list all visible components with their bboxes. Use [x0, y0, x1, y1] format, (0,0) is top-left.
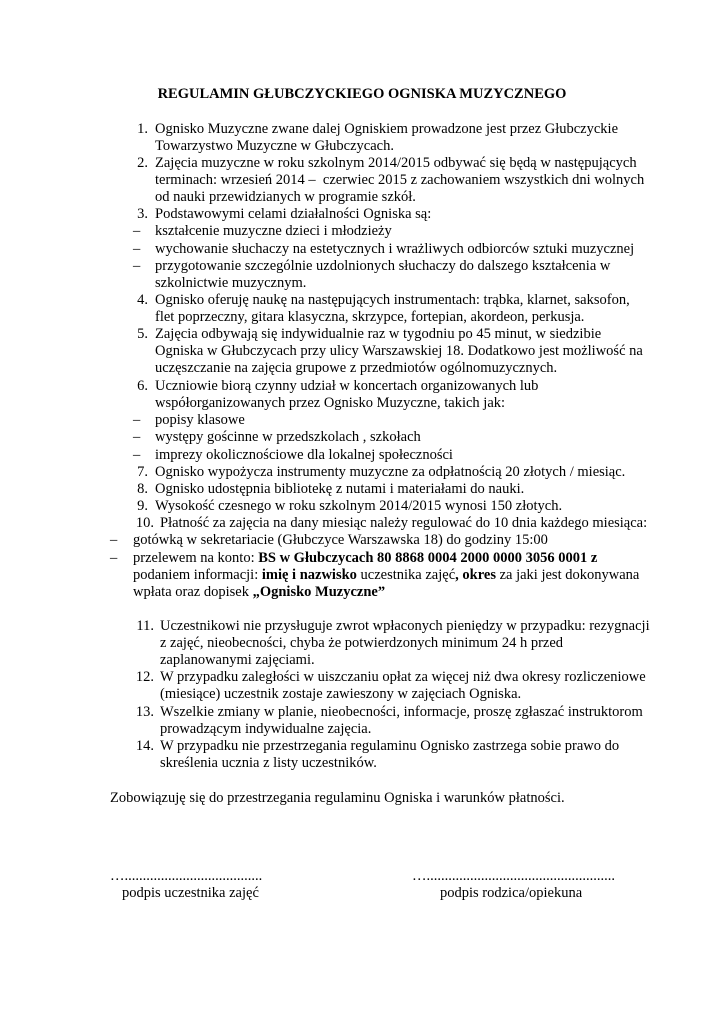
payment-transfer-line1: [133, 550, 597, 567]
item-number: 8.: [137, 481, 148, 497]
item-text: W przypadku zaległości w uiszczaniu opłat za więcej niż dwa okresy rozliczeniowe: [160, 669, 646, 685]
signature-label-participant: podpis uczestnika zajęć: [122, 885, 259, 901]
item-number: 5.: [137, 326, 148, 342]
transfer-bold: „Ognisko Muzyczne”: [252, 584, 386, 600]
concert-text: występy gościnne w przedszkolach , szkołach: [155, 429, 421, 445]
concert-text: imprezy okolicznościowe dla lokalnej społeczności: [155, 447, 453, 463]
payment-transfer-line3: [133, 584, 385, 601]
item-number: 10.: [135, 515, 154, 531]
transfer-prefix: przelewem na konto:: [133, 550, 259, 566]
item-number: 7.: [137, 464, 148, 480]
item-number: 2.: [137, 155, 148, 171]
item-number: 12.: [135, 669, 154, 685]
item-text: W przypadku nie przestrzegania regulaminu Ognisko zastrzega sobie prawo do: [160, 738, 620, 754]
item-text: skreślenia ucznia z listy uczestników.: [160, 755, 377, 771]
item-number: 3.: [137, 206, 148, 222]
dash-bullet: –: [133, 447, 141, 463]
transfer-bold: imię i nazwisko: [261, 567, 357, 583]
item-text: Uczestnikowi nie przysługuje zwrot wpłaconych pieniędzy w przypadku: rezygnacji: [160, 618, 650, 634]
item-text: Ognisko wypożycza instrumenty muzyczne za odpłatnością 20 złotych / miesiąc.: [155, 464, 626, 480]
item-text: z zajęć, nieobecności, chyba że potwierdzonych minimum 24 h przed: [160, 635, 564, 651]
item-text: Ogniska w Głubczycach przy ulicy Warszawskiej 18. Dodatkowo jest możliwość na: [155, 343, 643, 359]
item-text: Zajęcia odbywają się indywidualnie raz w tygodniu po 45 minut, w siedzibie: [155, 326, 602, 342]
item-text: Podstawowymi celami działalności Ogniska są:: [155, 206, 432, 222]
signature-line-parent: …....................................................: [412, 868, 615, 884]
item-text: Towarzystwo Muzyczne w Głubczycach.: [155, 138, 394, 154]
item-number: 4.: [137, 292, 148, 308]
dash-bullet: –: [110, 532, 118, 548]
item-text: (miesiące) uczestnik zostaje zawieszony w zajęciach Ogniska.: [160, 686, 522, 702]
item-number: 1.: [137, 121, 148, 137]
payment-cash: gotówką w sekretariacie (Głubczyce Warszawska 18) do godziny 15:00: [133, 532, 548, 548]
item-text: uczęszczanie na zajęcia grupowe z przedmiotów ogólnomuzycznych.: [155, 360, 558, 376]
item-text: Wszelkie zmiany w planie, nieobecności, informacje, proszę zgłaszać instruktorom: [160, 704, 643, 720]
item-text: Wysokość czesnego w roku szkolnym 2014/2015 wynosi 150 złotych.: [155, 498, 563, 514]
item-number: 6.: [137, 378, 148, 394]
transfer-text: uczestnika zajęć: [356, 567, 456, 583]
item-text: Ognisko Muzyczne zwane dalej Ogniskiem prowadzone jest przez Głubczyckie: [155, 121, 619, 137]
item-text: flet poprzeczny, gitara klasyczna, skrzypce, fortepian, akordeon, perkusja.: [155, 309, 585, 325]
item-number: 11.: [136, 618, 154, 634]
item-text: od nauki przewidzianych w programie szkół.: [155, 189, 416, 205]
dash-bullet: –: [133, 241, 141, 257]
goal-text: przygotowanie szczególnie uzdolnionych słuchaczy do dalszego kształcenia w: [155, 258, 611, 274]
signature-label-parent: podpis rodzica/opiekuna: [440, 885, 583, 901]
concert-text: popisy klasowe: [155, 412, 245, 428]
item-text: terminach: wrzesień 2014 – czerwiec 2015 z zachowaniem wszystkich dni wolnych: [155, 172, 645, 188]
document-title: REGULAMIN GŁUBCZYCKIEGO OGNISKA MUZYCZNEGO: [157, 86, 567, 102]
item-text: Uczniowie biorą czynny udział w koncertach organizowanych lub: [155, 378, 539, 394]
dash-bullet: –: [133, 412, 141, 428]
transfer-text: za jaki jest dokonywana: [495, 567, 640, 583]
goal-text: wychowanie słuchaczy na estetycznych i wrażliwych odbiorców sztuki muzycznej: [155, 241, 635, 257]
item-text: prowadzącym indywidualne zajęcia.: [160, 721, 372, 737]
item-text: Płatność za zajęcia na dany miesiąc należy regulować do 10 dnia każdego miesiąca:: [160, 515, 648, 531]
dash-bullet: –: [133, 429, 141, 445]
declaration-text: Zobowiązuję się do przestrzegania regulaminu Ogniska i warunków płatności.: [110, 790, 565, 806]
dash-bullet: –: [133, 223, 141, 239]
item-text: zaplanowanymi zajęciami.: [160, 652, 315, 668]
goal-text: szkolnictwie muzycznym.: [155, 275, 307, 291]
goal-text: kształcenie muzyczne dzieci i młodzieży: [155, 223, 392, 239]
payment-transfer-line2: [133, 567, 639, 584]
bank-account: BS w Głubczycach 80 8868 0004 2000 0000 3056 0001 z: [258, 550, 598, 566]
item-text: Ognisko udostępnia bibliotekę z nutami i materiałami do nauki.: [155, 481, 525, 497]
transfer-text: podaniem informacji:: [133, 567, 262, 583]
signature-line-participant: …......................................: [110, 868, 263, 884]
item-number: 14.: [135, 738, 154, 754]
transfer-text: wpłata oraz dopisek: [133, 584, 253, 600]
item-text: Ognisko oferuję naukę na następujących instrumentach: trąbka, klarnet, saksofon,: [155, 292, 630, 308]
dash-bullet: –: [133, 258, 141, 274]
transfer-bold: , okres: [455, 567, 496, 583]
item-number: 9.: [137, 498, 148, 514]
item-number: 13.: [135, 704, 154, 720]
item-text: Zajęcia muzyczne w roku szkolnym 2014/2015 odbywać się będą w następujących: [155, 155, 637, 171]
item-text: współorganizowanych przez Ognisko Muzyczne, takich jak:: [155, 395, 506, 411]
dash-bullet: –: [110, 550, 118, 566]
